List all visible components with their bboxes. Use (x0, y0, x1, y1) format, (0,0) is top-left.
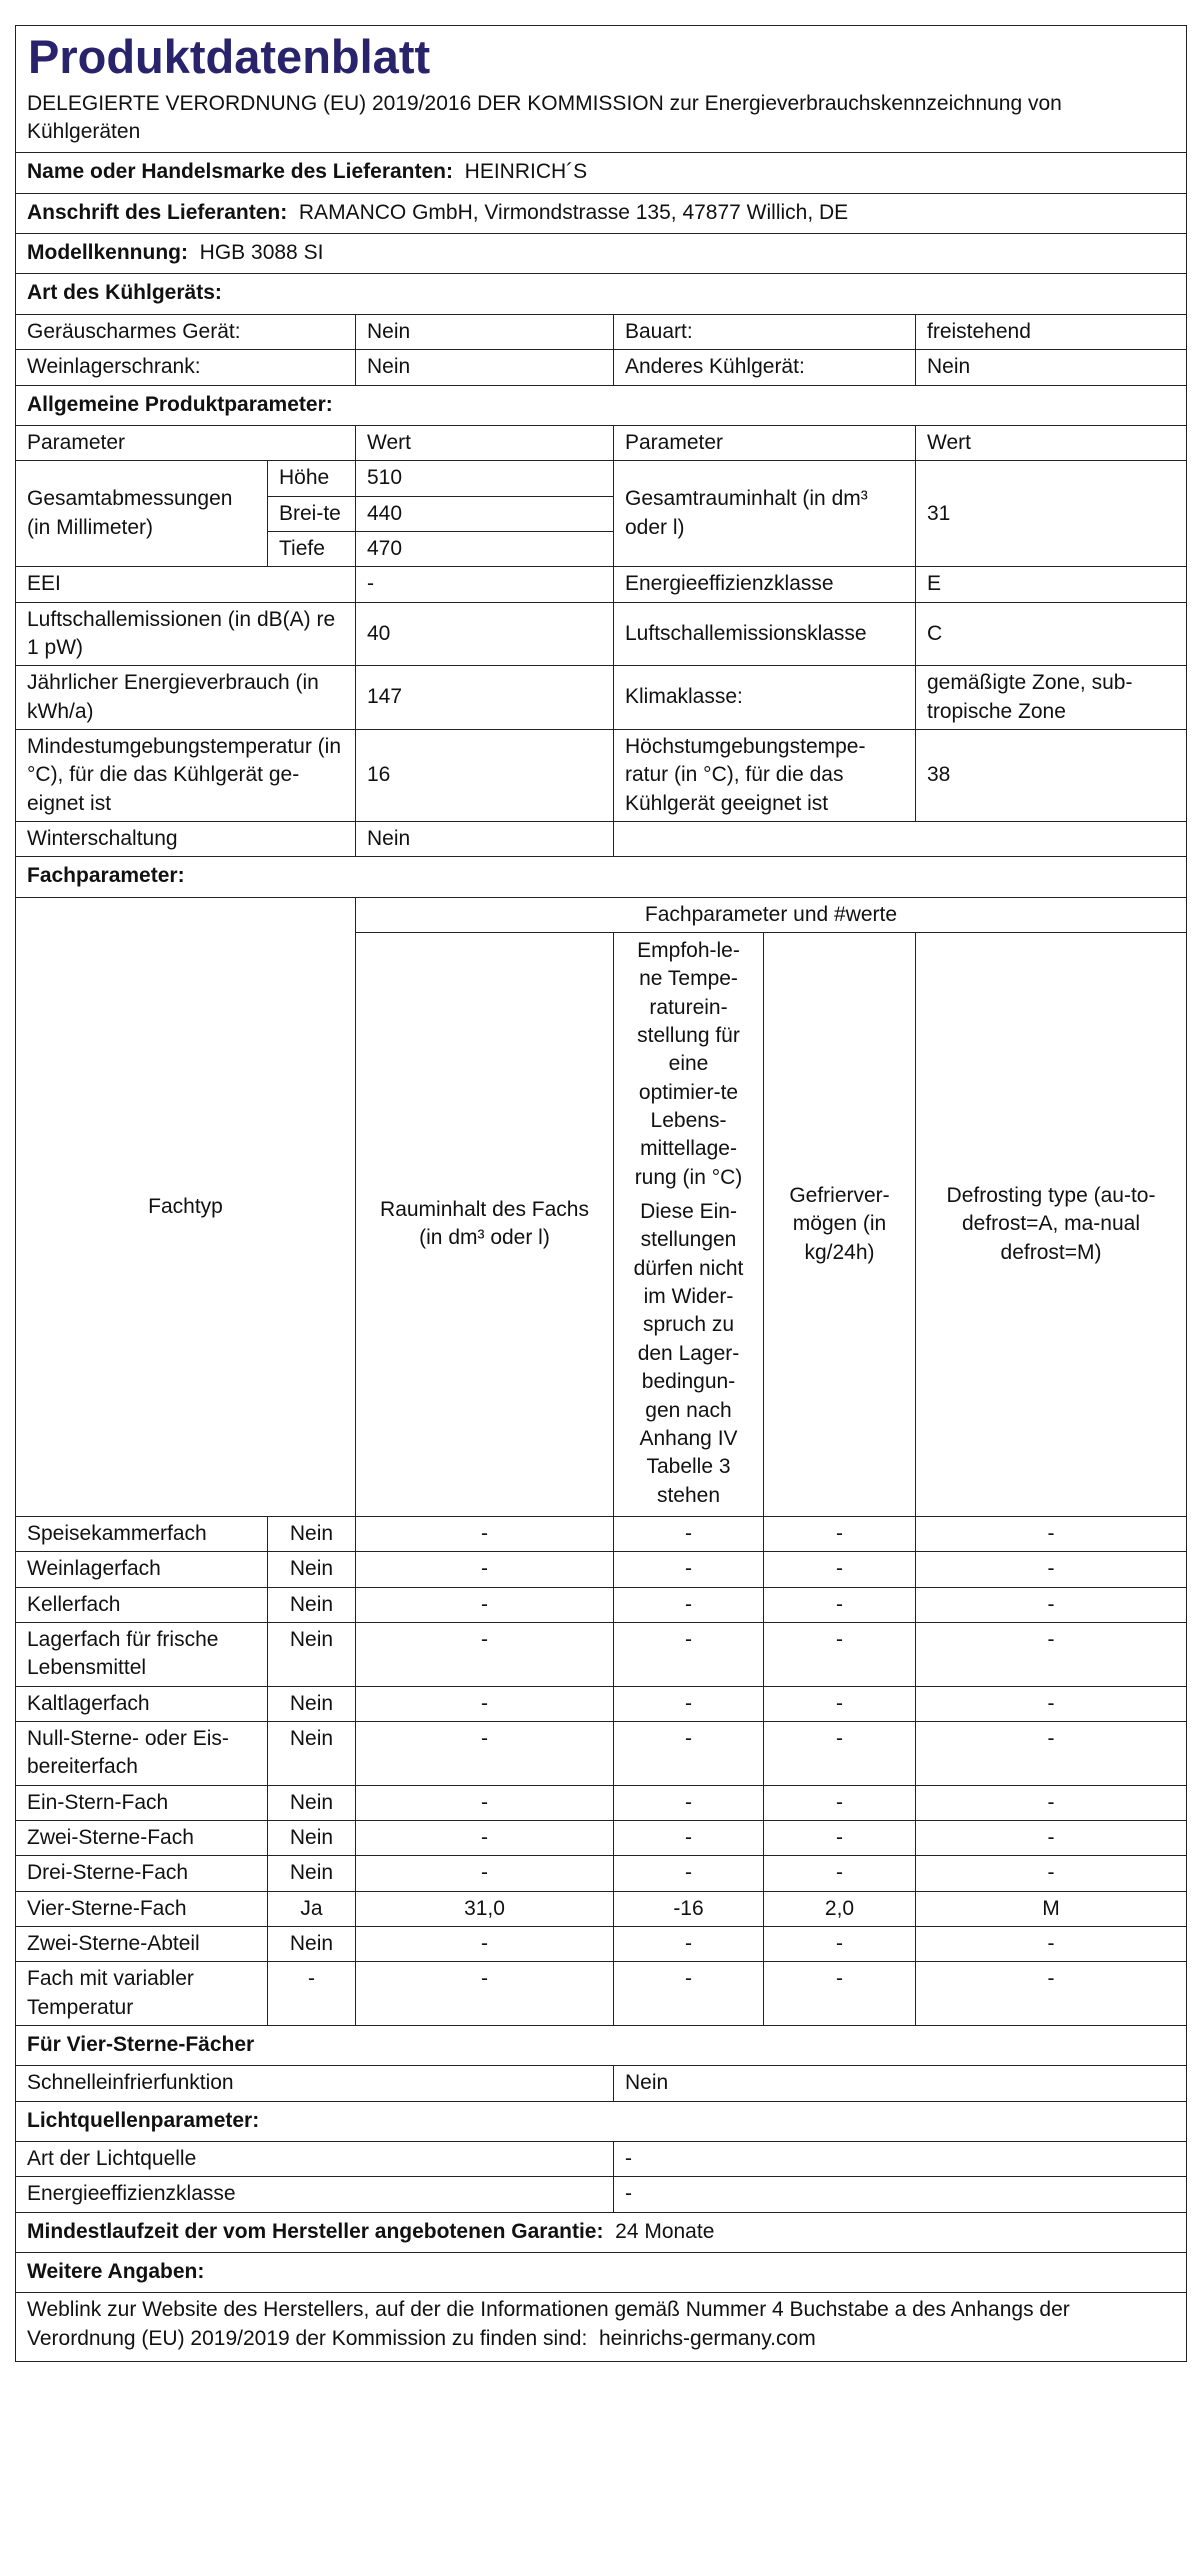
compartment-volume: - (356, 1856, 614, 1891)
regulation-subtitle: DELEGIERTE VERORDNUNG (EU) 2019/2016 DER KOMMISSION zur Energieverbrauchskennzeichnung von Kühlgeräten (16, 87, 1187, 153)
table-row (16, 1587, 1187, 1622)
compartment-temp: - (614, 1962, 764, 2026)
warranty-value: 24 Monate (615, 2219, 715, 2243)
table-row (16, 1891, 1187, 1926)
compartment-volume: - (356, 1587, 614, 1622)
further-info-heading: Weitere Angaben: (16, 2253, 1187, 2293)
total-volume-label: Gesamtrauminhalt (in dm³ oder l) (614, 461, 916, 567)
compartment-defrost-type: - (916, 1962, 1187, 2026)
noise-emission-label: Luftschallemissionen (in dB(A) re 1 pW) (16, 602, 356, 666)
compartment-defrost-type: - (916, 1785, 1187, 1820)
climate-class-label: Klimaklasse: (614, 666, 916, 730)
design-label: Bauart: (614, 314, 916, 349)
compartment-parameters-heading: Fachparameter: (16, 857, 1187, 897)
max-ambient-temp-value: 38 (916, 729, 1187, 821)
compartment-freezing-capacity: - (764, 1622, 916, 1686)
low-noise-value: Nein (356, 314, 614, 349)
energy-class-label: Energieeffizienzklasse (614, 567, 916, 602)
compartment-temp: - (614, 1785, 764, 1820)
light-type-value: - (614, 2142, 1187, 2177)
wine-cabinet-label: Weinlagerschrank: (16, 350, 356, 385)
compartment-values-header: Fachparameter und #werte (356, 897, 1187, 932)
table-row (16, 1856, 1187, 1891)
data-sheet-table (15, 25, 1187, 2362)
compartment-temp: - (614, 1820, 764, 1855)
compartment-present: Nein (268, 1587, 356, 1622)
annual-energy-value: 147 (356, 666, 614, 730)
compartment-present: - (268, 1962, 356, 2026)
width-label: Brei-te (268, 496, 356, 531)
table-row (16, 1721, 1187, 1785)
compartment-name: Drei-Sterne-Fach (16, 1856, 268, 1891)
max-ambient-temp-label: Höchstumgebungstempe-ratur (in °C), für die das Kühlgerät geeignet ist (614, 729, 916, 821)
winter-setting-value: Nein (356, 821, 614, 856)
value-header-right: Wert (916, 425, 1187, 460)
eei-label: EEI (16, 567, 356, 602)
table-row (16, 1962, 1187, 2026)
fast-freeze-value: Nein (614, 2066, 1187, 2101)
compartment-present: Nein (268, 1552, 356, 1587)
compartment-volume-header: Rauminhalt des Fachs (in dm³ oder l) (356, 933, 614, 1517)
total-volume-value: 31 (916, 461, 1187, 567)
recommended-temp-header: Empfoh-le-ne Tempe-raturein-stellung für eine optimier-te Lebens-mittellage-rung (in °C) Diese Ein-stellungen dürfen nicht im Wider-spruch zu den Lager-bedingun-gen nach Anhang IV Tabelle 3 stehen (614, 933, 764, 1517)
compartment-freezing-capacity: - (764, 1587, 916, 1622)
min-ambient-temp-label: Mindestumgebungstemperatur (in °C), für die das Kühlgerät ge-eignet ist (16, 729, 356, 821)
warranty-row: Mindestlaufzeit der vom Hersteller angebotenen Garantie: 24 Monate (16, 2212, 1187, 2252)
compartment-freezing-capacity: - (764, 1552, 916, 1587)
table-row (16, 1622, 1187, 1686)
compartment-temp: - (614, 1927, 764, 1962)
model-value: HGB 3088 SI (199, 241, 324, 265)
noise-class-label: Luftschallemissionsklasse (614, 602, 916, 666)
eei-value: - (356, 567, 614, 602)
compartment-defrost-type: - (916, 1686, 1187, 1721)
supplier-value: HEINRICH´S (464, 160, 588, 184)
appliance-type-heading: Art des Kühlgeräts: (16, 274, 1187, 314)
low-noise-label: Geräuscharmes Gerät: (16, 314, 356, 349)
compartment-freezing-capacity: - (764, 1856, 916, 1891)
compartment-defrost-type: - (916, 1820, 1187, 1855)
annual-energy-label: Jährlicher Energieverbrauch (in kWh/a) (16, 666, 356, 730)
compartment-name: Fach mit variabler Temperatur (16, 1962, 268, 2026)
table-row (16, 1516, 1187, 1551)
compartment-freezing-capacity: - (764, 1686, 916, 1721)
compartment-name: Vier-Sterne-Fach (16, 1891, 268, 1926)
light-class-label: Energieeffizienzklasse (16, 2177, 614, 2212)
compartment-name: Zwei-Sterne-Abteil (16, 1927, 268, 1962)
compartment-volume: - (356, 1516, 614, 1551)
compartment-name: Zwei-Sterne-Fach (16, 1820, 268, 1855)
compartment-temp: - (614, 1587, 764, 1622)
param-header-left: Parameter (16, 425, 356, 460)
compartment-present: Nein (268, 1785, 356, 1820)
compartment-volume: - (356, 1721, 614, 1785)
compartment-freezing-capacity: - (764, 1962, 916, 2026)
fast-freeze-label: Schnelleinfrierfunktion (16, 2066, 614, 2101)
compartment-volume: - (356, 1552, 614, 1587)
compartment-defrost-type: - (916, 1622, 1187, 1686)
compartment-temp: - (614, 1622, 764, 1686)
compartment-present: Nein (268, 1820, 356, 1855)
further-info-text: Weblink zur Website des Herstellers, auf der die Informationen gemäß Nummer 4 Buchstabe a des Anhangs der Verordnung (EU) 2019/2019 der Kommission zu finden sind: heinrichs-germany.com (16, 2293, 1187, 2362)
param-header-right: Parameter (614, 425, 916, 460)
compartment-present: Nein (268, 1516, 356, 1551)
compartment-name: Null-Sterne- oder Eis-bereiterfach (16, 1721, 268, 1785)
compartment-defrost-type: - (916, 1587, 1187, 1622)
product-data-sheet (15, 25, 1186, 2362)
compartment-present: Nein (268, 1856, 356, 1891)
value-header-left: Wert (356, 425, 614, 460)
energy-class-value: E (916, 567, 1187, 602)
compartment-temp: - (614, 1686, 764, 1721)
wine-cabinet-value: Nein (356, 350, 614, 385)
supplier-row: Name oder Handelsmarke des Lieferanten: HEINRICH´S (16, 153, 1187, 193)
empty-cell (614, 821, 1187, 856)
compartment-temp: - (614, 1856, 764, 1891)
freezing-capacity-header: Gefrierver-mögen (in kg/24h) (764, 933, 916, 1517)
compartment-defrost-type: - (916, 1927, 1187, 1962)
compartment-present: Nein (268, 1721, 356, 1785)
compartment-volume: 31,0 (356, 1891, 614, 1926)
compartment-present: Nein (268, 1622, 356, 1686)
light-class-value: - (614, 2177, 1187, 2212)
compartment-temp: - (614, 1552, 764, 1587)
address-row: Anschrift des Lieferanten: RAMANCO GmbH, Virmondstrasse 135, 47877 Willich, DE (16, 193, 1187, 233)
compartment-defrost-type: - (916, 1516, 1187, 1551)
compartment-name: Kellerfach (16, 1587, 268, 1622)
compartment-temp: -16 (614, 1891, 764, 1926)
climate-class-value: gemäßigte Zone, sub-tropische Zone (916, 666, 1187, 730)
light-type-label: Art der Lichtquelle (16, 2142, 614, 2177)
min-ambient-temp-value: 16 (356, 729, 614, 821)
compartment-present: Ja (268, 1891, 356, 1926)
height-label: Höhe (268, 461, 356, 496)
compartment-name: Speisekammerfach (16, 1516, 268, 1551)
other-appliance-label: Anderes Kühlgerät: (614, 350, 916, 385)
compartment-volume: - (356, 1785, 614, 1820)
table-row (16, 1552, 1187, 1587)
compartment-volume: - (356, 1622, 614, 1686)
compartment-volume: - (356, 1686, 614, 1721)
noise-class-value: C (916, 602, 1187, 666)
depth-label: Tiefe (268, 531, 356, 566)
compartment-present: Nein (268, 1927, 356, 1962)
compartment-defrost-type: - (916, 1721, 1187, 1785)
compartment-name: Weinlagerfach (16, 1552, 268, 1587)
compartment-volume: - (356, 1927, 614, 1962)
compartment-volume: - (356, 1820, 614, 1855)
compartment-freezing-capacity: - (764, 1721, 916, 1785)
winter-setting-label: Winterschaltung (16, 821, 356, 856)
defrosting-type-header: Defrosting type (au-to-defrost=A, ma-nual defrost=M) (916, 933, 1187, 1517)
other-appliance-value: Nein (916, 350, 1187, 385)
manufacturer-link[interactable]: heinrichs-germany.com (599, 2326, 816, 2350)
compartment-defrost-type: - (916, 1552, 1187, 1587)
table-row (16, 1785, 1187, 1820)
compartment-temp: - (614, 1516, 764, 1551)
compartment-defrost-type: M (916, 1891, 1187, 1926)
page-title: Produktdatenblatt (16, 26, 1187, 87)
compartment-name: Ein-Stern-Fach (16, 1785, 268, 1820)
model-row: Modellkennung: HGB 3088 SI (16, 234, 1187, 274)
address-value: RAMANCO GmbH, Virmondstrasse 135, 47877 Willich, DE (298, 200, 849, 224)
compartment-type-header: Fachtyp (16, 897, 356, 1516)
dimensions-label: Gesamtabmessungen (in Millimeter) (16, 461, 268, 567)
compartment-name: Kaltlagerfach (16, 1686, 268, 1721)
design-value: freistehend (916, 314, 1187, 349)
light-source-heading: Lichtquellenparameter: (16, 2101, 1187, 2141)
compartment-name: Lagerfach für frische Lebensmittel (16, 1622, 268, 1686)
compartment-freezing-capacity: - (764, 1927, 916, 1962)
table-row (16, 1820, 1187, 1855)
height-value: 510 (356, 461, 614, 496)
noise-emission-value: 40 (356, 602, 614, 666)
depth-value: 470 (356, 531, 614, 566)
compartment-freezing-capacity: 2,0 (764, 1891, 916, 1926)
compartment-temp: - (614, 1721, 764, 1785)
compartment-present: Nein (268, 1686, 356, 1721)
compartment-volume: - (356, 1962, 614, 2026)
width-value: 440 (356, 496, 614, 531)
compartment-freezing-capacity: - (764, 1820, 916, 1855)
compartment-freezing-capacity: - (764, 1516, 916, 1551)
compartment-freezing-capacity: - (764, 1785, 916, 1820)
general-parameters-heading: Allgemeine Produktparameter: (16, 385, 1187, 425)
compartment-defrost-type: - (916, 1856, 1187, 1891)
table-row (16, 1927, 1187, 1962)
table-row (16, 1686, 1187, 1721)
four-star-heading: Für Vier-Sterne-Fächer (16, 2026, 1187, 2066)
